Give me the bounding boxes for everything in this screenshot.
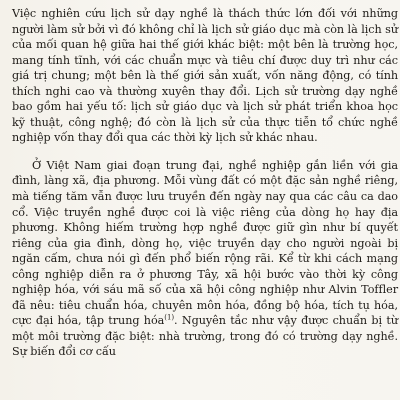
footnote-marker: (1): [164, 313, 175, 322]
paragraph-1: Việc nghiên cứu lịch sử dạy nghề là thách thức lớn đối với những người làm sử bởi vì đó không chỉ là lịch sử giáo dục mà còn là lịch sử của mối quan hệ giữa hai thế giới khác biệt: một bên là trường học, mang tính tĩnh, với các chuẩn mực và tiêu chí được duy trì như các giá trị chung; một bên là thế giới sản xuất, vốn năng động, có tính thích nghi cao và thường xuyên thay đổi. Lịch sử trường dạy nghề bao gồm hai yếu tố: lịch sử giáo dục và lịch sử phát triển khoa học kỹ thuật, công nghệ; đó còn là lịch sử của thực tiễn tổ chức nghề nghiệp vốn thay đổi qua các thời kỳ lịch sử khác nhau.: [12, 7, 398, 145]
paragraph-2-text-after: . Nguyên tắc như vậy được chuẩn bị từ một môi trường đặc biệt: nhà trường, trong đó có trường dạy nghề. Sự biến đổi cơ cấu: [12, 314, 398, 359]
page-text: [12, 6, 398, 360]
paragraph-2-text: Ở Việt Nam giai đoạn trung đại, nghề nghiệp gắn liền với gia đình, làng xã, địa phương. Mỗi vùng đất có một đặc sản nghề riêng, mà tiếng tăm vẫn được lưu truyền đến ngày nay qua các câu ca dao cổ. Việc truyền nghề được coi là việc riêng của dòng họ hay địa phương. Không hiếm trường hợp nghề được giữ gìn như bí quyết riêng của gia đình, dòng họ, việc truyền dạy cho người ngoài bị ngăn cấm, chưa nói gì đến phổ biến rộng rãi. Kể từ khi cách mạng công nghiệp diễn ra ở phương Tây, xã hội bước vào thời kỳ công nghiệp hóa, với sáu mã số của xã hội công nghiệp như Alvin Toffler đã nêu: tiêu chuẩn hóa, chuyên môn hóa, đồng bộ hóa, tích tụ hóa, cực đại hóa, tập trung hóa: [12, 158, 398, 328]
paragraph-2: [12, 158, 398, 360]
